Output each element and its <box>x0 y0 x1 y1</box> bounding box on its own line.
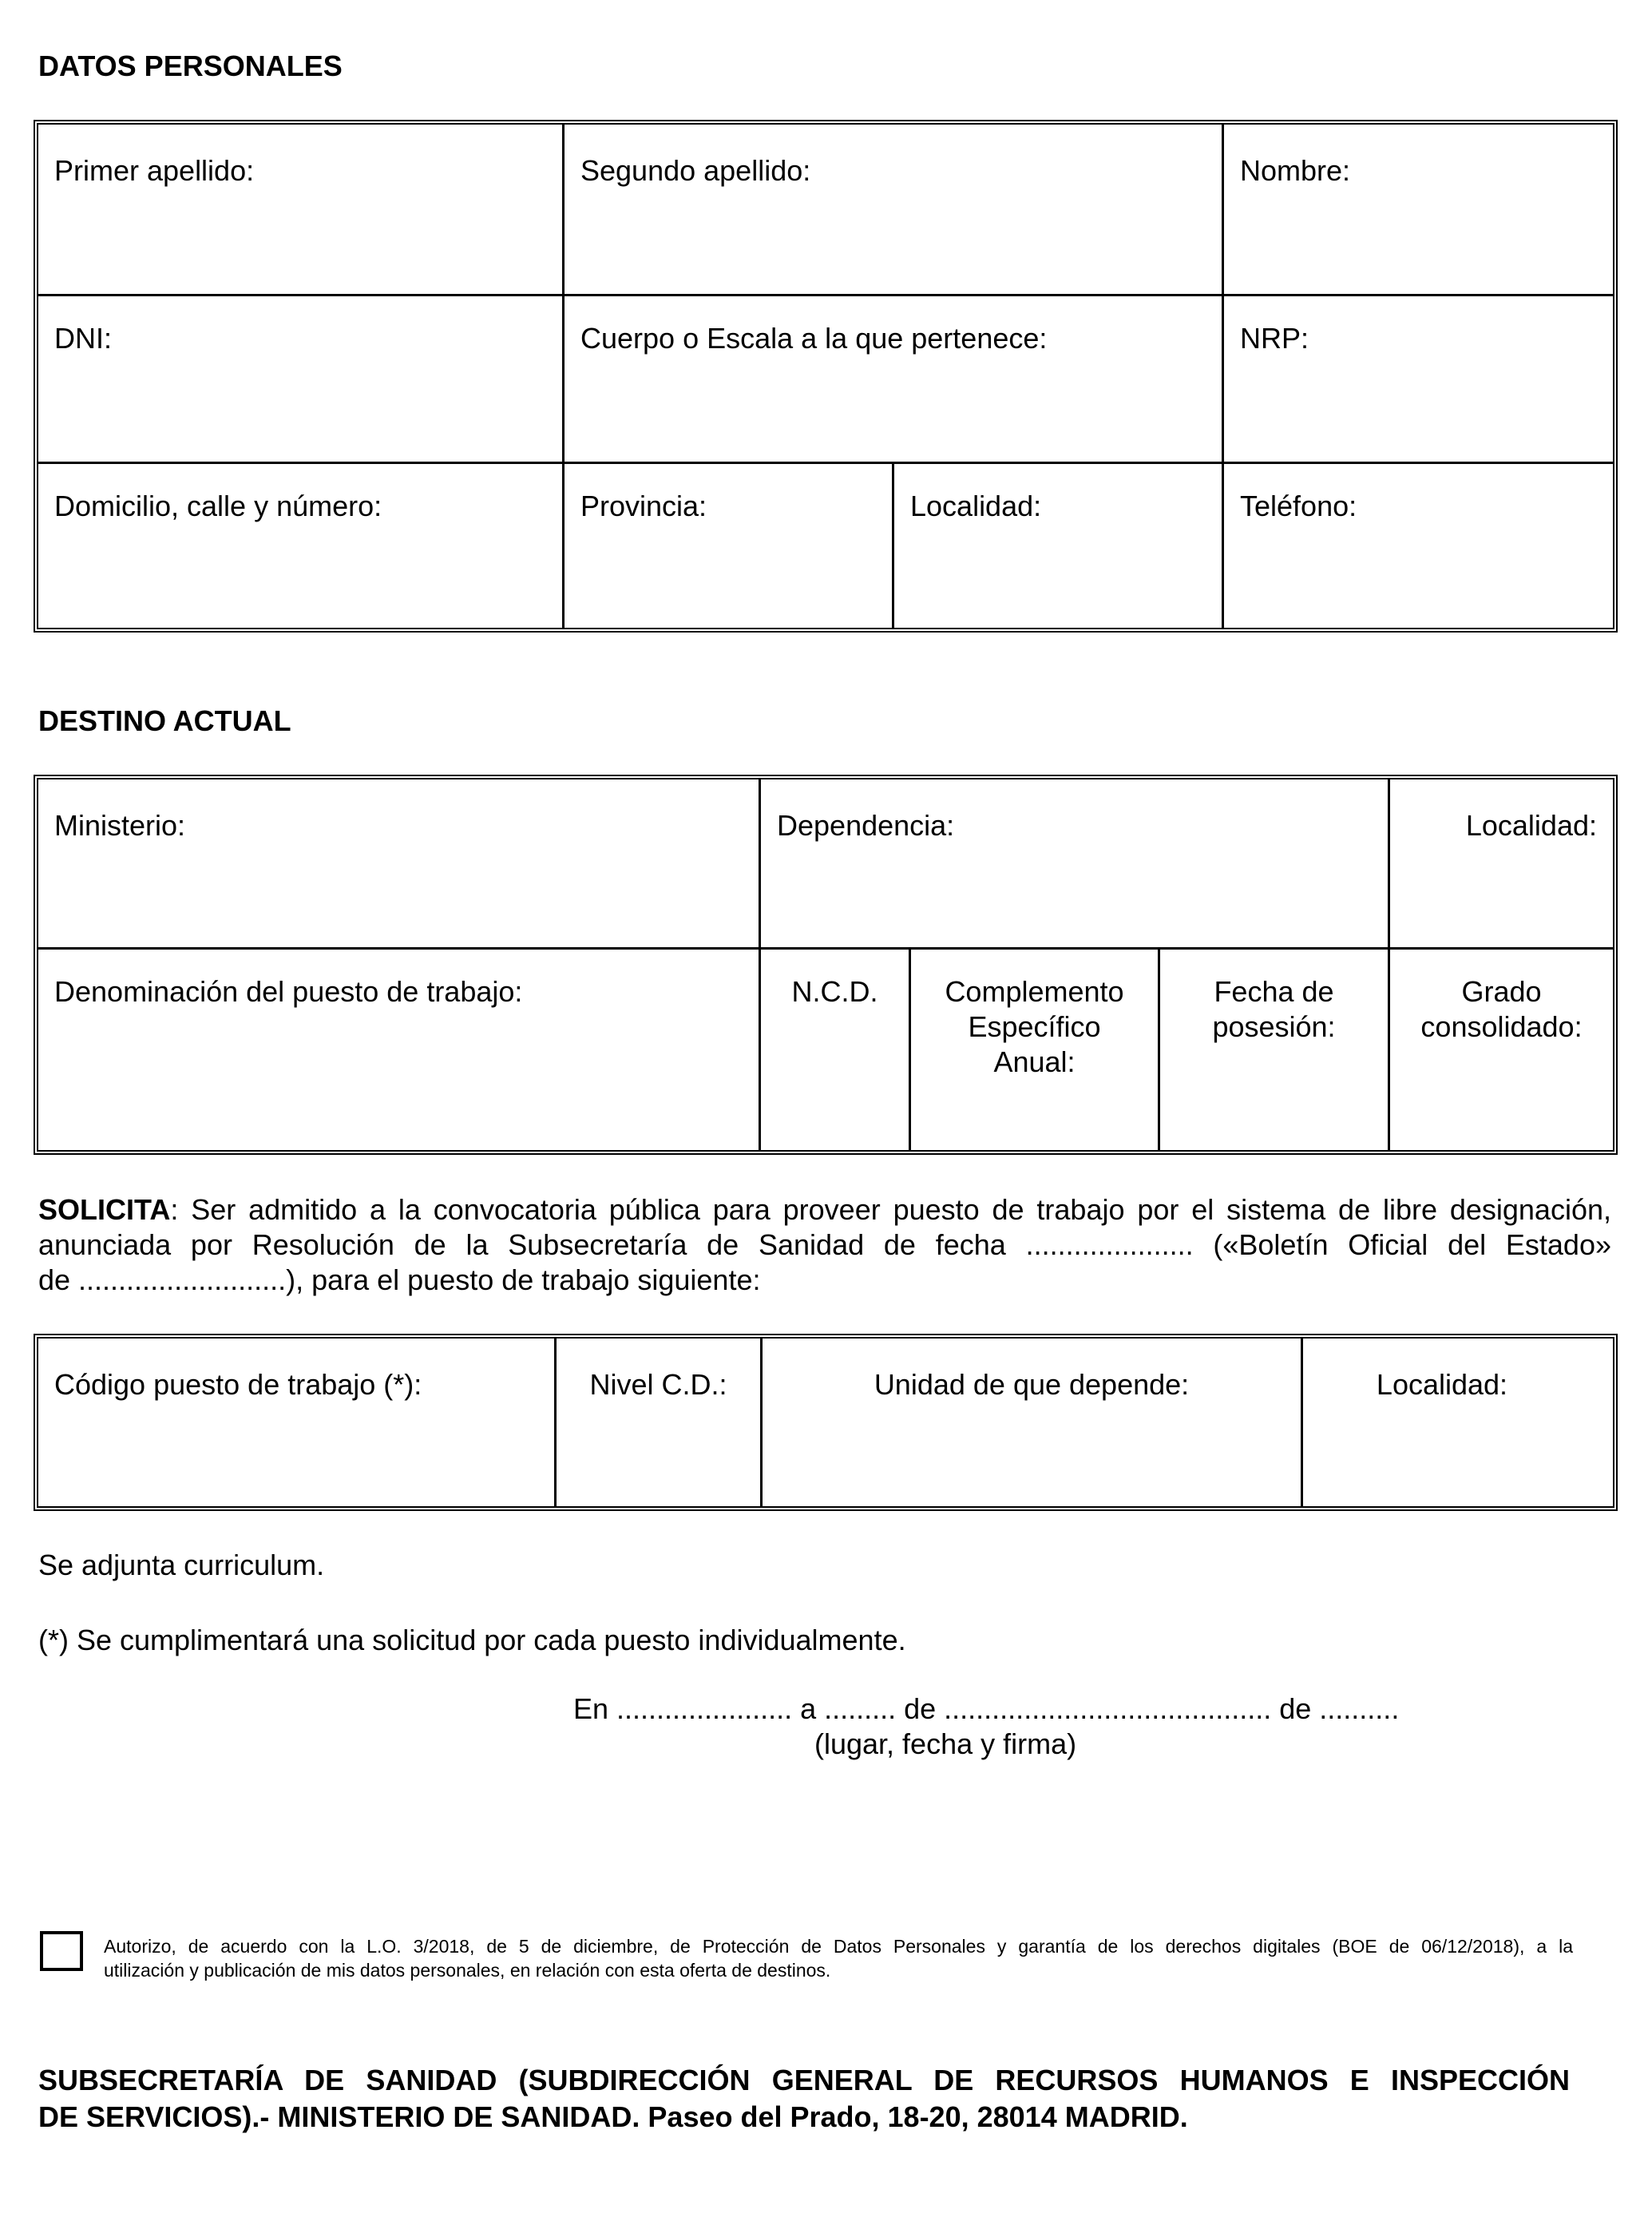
consent-checkbox[interactable] <box>40 1931 83 1971</box>
field-telefono[interactable]: Teléfono: <box>1240 490 1357 522</box>
solicita-paragraph <box>38 1192 1611 1298</box>
field-codigo-puesto[interactable]: Código puesto de trabajo (*): <box>54 1368 422 1401</box>
puesto-table <box>34 1334 1618 1511</box>
row-divider <box>38 947 1613 950</box>
destino-actual-table <box>34 775 1618 1155</box>
field-complemento-especifico[interactable]: Complemento Específico Anual: <box>945 975 1124 1078</box>
field-nombre[interactable]: Nombre: <box>1240 154 1351 187</box>
row-divider <box>38 294 1613 296</box>
field-cuerpo-escala[interactable]: Cuerpo o Escala a la que pertenece: <box>580 322 1048 355</box>
field-localidad-puesto[interactable]: Localidad: <box>1376 1368 1508 1401</box>
solicita-line-1-text: : Ser admitido a la convocatoria pública para proveer puesto de trabajo por el sistema de libre designación, <box>170 1193 1611 1226</box>
field-denominacion-puesto[interactable]: Denominación del puesto de trabajo: <box>54 975 523 1008</box>
field-dni[interactable]: DNI: <box>54 322 112 355</box>
note-curriculum: Se adjunta curriculum. <box>38 1549 325 1581</box>
column-divider <box>1222 125 1224 628</box>
signature-date-line[interactable]: En ...................... a ......... de ......................................... de .......... <box>573 1692 1400 1725</box>
solicita-line-2: anunciada por Resolución de la Subsecretaría de Sanidad de fecha ..................... («Boletín Oficial del Estado» <box>38 1228 1611 1261</box>
solicita-line-1 <box>38 1192 1611 1227</box>
footer-line-2: DE SERVICIOS).- MINISTERIO DE SANIDAD. Paseo del Prado, 18-20, 28014 MADRID. <box>38 2100 1188 2133</box>
signature-caption: (lugar, fecha y firma) <box>814 1727 1077 1760</box>
field-localidad-destino[interactable]: Localidad: <box>1465 809 1597 842</box>
footer-line-1: SUBSECRETARÍA DE SANIDAD (SUBDIRECCIÓN GENERAL DE RECURSOS HUMANOS E INSPECCIÓN <box>38 2064 1570 2096</box>
note-individual: (*) Se cumplimentará una solicitud por cada puesto individualmente. <box>38 1624 906 1656</box>
field-grado-consolidado[interactable]: Grado consolidado: <box>1420 975 1583 1043</box>
field-domicilio[interactable]: Domicilio, calle y número: <box>54 490 382 522</box>
field-localidad[interactable]: Localidad: <box>910 490 1042 522</box>
row-divider <box>38 462 1613 464</box>
field-provincia[interactable]: Provincia: <box>580 490 707 522</box>
datos-personales-table <box>34 120 1618 633</box>
column-divider <box>562 125 565 628</box>
field-nrp[interactable]: NRP: <box>1240 322 1309 355</box>
solicita-label: SOLICITA <box>38 1193 171 1226</box>
field-fecha-posesion[interactable]: Fecha de posesión: <box>1212 975 1336 1043</box>
field-segundo-apellido[interactable]: Segundo apellido: <box>580 154 811 187</box>
field-dependencia[interactable]: Dependencia: <box>777 809 955 842</box>
section-heading-datos-personales: DATOS PERSONALES <box>38 50 343 82</box>
consent-line-2: utilización y publicación de mis datos personales, en relación con esta oferta de destinos. <box>104 1960 831 1981</box>
footer-address <box>38 2062 1570 2136</box>
field-unidad-depende[interactable]: Unidad de que depende: <box>874 1368 1190 1401</box>
field-primer-apellido[interactable]: Primer apellido: <box>54 154 255 187</box>
field-nivel-cd[interactable]: Nivel C.D.: <box>589 1368 727 1401</box>
solicita-line-3: de ..........................), para el puesto de trabajo siguiente: <box>38 1263 761 1296</box>
consent-text <box>104 1934 1573 1982</box>
field-ncd[interactable]: N.C.D. <box>791 975 878 1008</box>
section-heading-destino-actual: DESTINO ACTUAL <box>38 704 291 737</box>
consent-line-1: Autorizo, de acuerdo con la L.O. 3/2018, de 5 de diciembre, de Protección de Datos Personales y garantía de los derechos digitales (BOE de 06/12/2018), a la <box>104 1936 1573 1957</box>
field-ministerio[interactable]: Ministerio: <box>54 809 186 842</box>
